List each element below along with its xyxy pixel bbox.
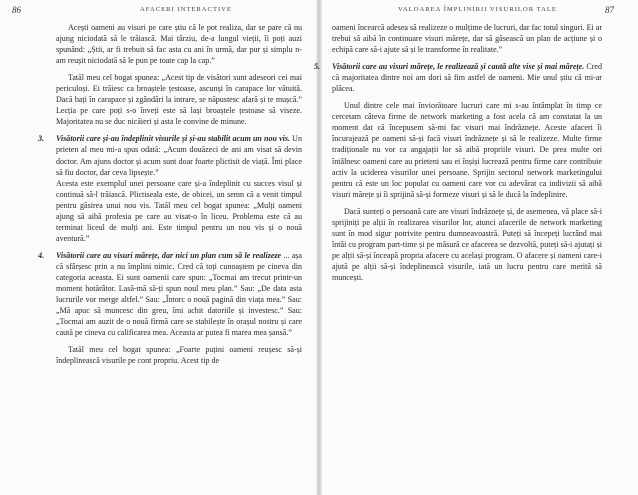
right-page <box>314 0 638 495</box>
list-item <box>38 250 302 338</box>
paragraph: Acești oameni au visuri pe care știu că le pot realiza, dar se pare că nu ajung niciodată să le trăiască. Mai târziu, de-a lungul vieții, îi poți auzi spunând: „Știi, ar fi trebuit să fac asta cu ani în urmă, dar pur și simplu n-am reușit niciodată să le pun pe toate cap la cap.” <box>56 23 302 66</box>
list-item-heading: Visătorii care au visuri mărețe, dar nici un plan cum să le realizeze <box>56 250 282 260</box>
list-item-body: Un prieten al meu mi-a spus odată: „Acum douăzeci de ani am visat să devin doctor. Am ajuns doctor și acum sunt doar foarte plictisit de viață. Îmi place să fiu doctor, dar ceva lipsește.” <box>56 134 302 177</box>
page-body <box>38 22 302 372</box>
list-number: 3. <box>38 134 45 144</box>
list-item-text <box>56 250 302 338</box>
list-item-body: Cred că majoritatea dintre noi am dori să fim astfel de oameni. Mie unul știu că mi-ar plăcea. <box>332 62 602 94</box>
paragraph: Tatăl meu cel bogat spunea: „Acest tip de visători sunt adeseori cei mai periculoși. Ei trăiesc ca broaștele țestoase, ascunși în carapace lor vătuită. Dacă bați în carapace și zgândări la intrare, se năpustesc afară și te mușcă.” Lecția pe care poți s-o înveți este să lași broaștele țestoase să viseze. Majoritatea nu se duc nicăieri și asta le convine de minune. <box>56 73 302 127</box>
list-number: 5. <box>314 62 321 72</box>
page-body <box>314 22 602 289</box>
list-item-continuation: Acesta este exemplul unei persoane care și-a îndeplinit cu succes visul și continuă să-l trăiască. Plictiseala este, de obicei, un semn că a venit timpul pentru găsirea unui nou vis. Tatăl meu cel bogat spunea: „Mulți oameni ajung să aibă profesia pe care au visat-o în liceu. Problema este că au terminat liceul de mulți ani. Este timpul pentru un nou vis și o nouă aventură.” <box>56 178 302 243</box>
list-item-heading: Visătorii care au visuri mărețe, le realizează și caută alte vise și mai mărețe. <box>332 62 585 72</box>
page-number: 87 <box>605 5 614 15</box>
paragraph: Unul dintre cele mai înviorătoare lucruri care mi s-au întâmplat în timp ce cercetam câteva firme de network marketing a fost acela că am constatat la un moment dat că începusem să-mi fac visuri mai îndrăznețe. Aceste afaceri îi încurajează pe oameni să-și facă visuri îndrăznețe și să le realizeze. Multe firme tradiționale nu vor ca angajații lor să aibă propriile visuri. De prea multe ori întâlnesc oameni care au prieteni sau ei înșiși lucrează pentru firme care contribuie activ la uciderea visurilor unei persoane. Sprijin sectorul network marketingului pentru că este un loc populat cu oameni care vor cu adevărat ca indivizii să aibă visuri mărețe și îi sprijină să-și formeze visuri și să le ducă la îndeplinire. <box>332 101 602 199</box>
paragraph: oameni încearcă adesea să realizeze o mulțime de lucruri, dar fac totul singuri. Ei ar trebui să aibă în continuare visuri mărețe, dar să găsească un plan de acțiune și o echipă care să-i ajute să și le transforme în realitate.” <box>332 23 602 55</box>
list-item-text <box>56 133 302 177</box>
running-header: VALOAREA ÎMPLINIRII VISURILOR TALE <box>398 6 557 13</box>
paragraph: Tatăl meu cel bogat spunea: „Foarte puțini oameni reușesc să-și îndeplinească visurile pe cont propriu. Acest tip de <box>56 345 302 366</box>
page-number: 86 <box>12 5 21 15</box>
list-item <box>38 133 302 243</box>
list-item-body: ... așa că sfârșesc prin a nu împlini nimic. Cred că toți cunoaștem pe cineva din categoria aceasta. Ei sunt oamenii care spun: „Tocmai am trecut printr-un moment hotărâtor. Lasă-mă să-ți spun noul meu plan.” Sau: „De data asta lucrurile vor merge altfel.” Sau: „Întorc o nouă pagină din viața mea.” Sau: „Mă apuc să muncesc din greu, îmi achit datoriile și investesc.” Sau: „Tocmai am auzit de o nouă firmă care se stabilește în orașul nostru și care caută pe cineva cu calificarea mea. Aceasta ar putea fi marea mea șansă.” <box>56 250 302 338</box>
running-header: AFACERI INTERACTIVE <box>140 6 232 13</box>
list-item-heading: Visătorii care și-au îndeplinit visurile și și-au stabilit acum un nou vis. <box>56 134 291 144</box>
list-item-text <box>332 61 602 94</box>
list-number: 4. <box>38 250 45 260</box>
paragraph: Dacă sunteți o persoană care are visuri îndrăznețe și, de asemenea, vă place să-i sprijiniți pe alții în realizarea visurilor lor, atunci afacerile de network marketing sunt în mod sigur potrivite pentru dumneavoastră. Puteți să începeți lucrând mai întâi cu program part-time și pe măsură ce afacerea se dezvoltă, puteți să-i ajutați și pe alții să-și înceapă propria afacere cu același program. O afacere și oameni care-i ajută pe alții să-și îndeplinească visurile, iată un lucru pentru care merită să muncești. <box>332 206 602 282</box>
list-item <box>314 61 602 94</box>
